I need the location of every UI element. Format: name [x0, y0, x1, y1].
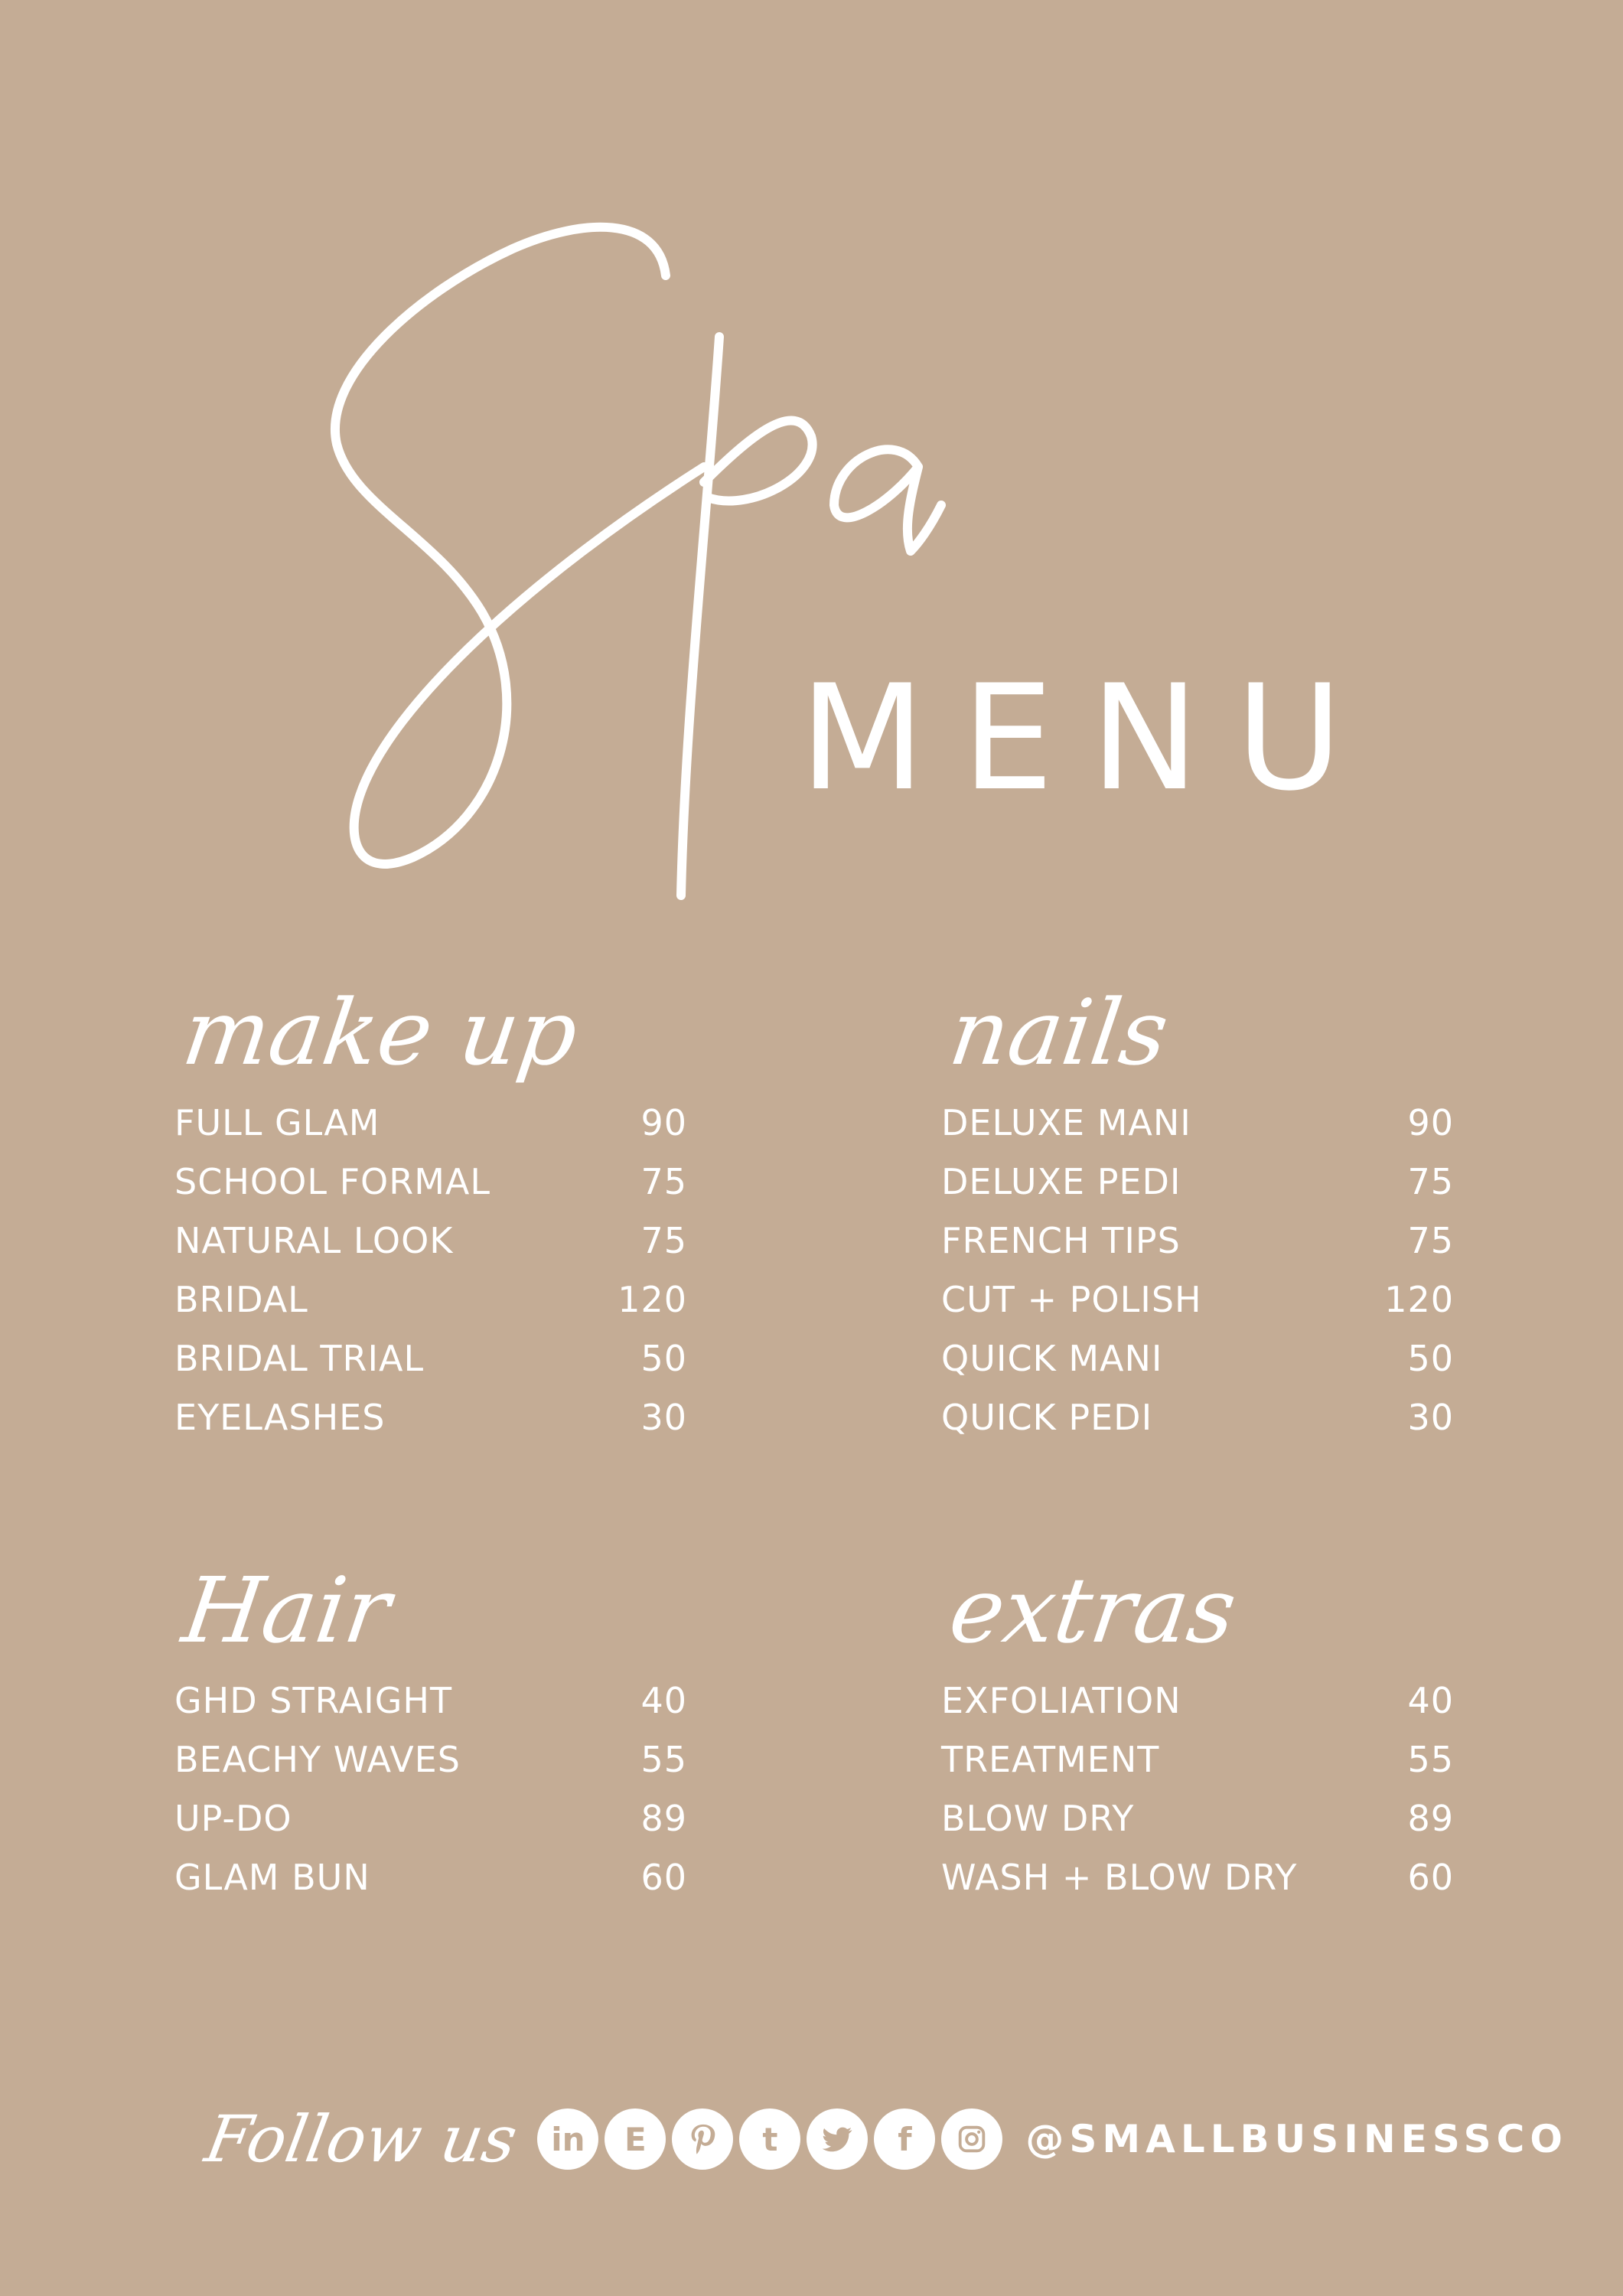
- social-handle[interactable]: @SMALLBUSINESSCO: [1025, 2117, 1568, 2161]
- item-name: DELUXE MANI: [941, 1102, 1191, 1143]
- item-name: FRENCH TIPS: [941, 1220, 1181, 1261]
- makeup-heading: make up: [177, 980, 585, 1085]
- item-name: BLOW DRY: [941, 1798, 1135, 1839]
- menu-item: [174, 1102, 687, 1161]
- svg-text:Spa: Spa: [306, 174, 328, 187]
- item-price: 75: [640, 1220, 687, 1261]
- item-name: GLAM BUN: [174, 1857, 370, 1898]
- follow-us-label: Follow us: [200, 2102, 523, 2177]
- item-name: UP-DO: [174, 1798, 292, 1839]
- item-price: 30: [1407, 1397, 1454, 1438]
- menu-item: [941, 1680, 1454, 1739]
- nails-section: [941, 980, 1454, 1456]
- menu-item: [941, 1161, 1454, 1220]
- item-name: FULL GLAM: [174, 1102, 380, 1143]
- item-price: 90: [1407, 1102, 1454, 1143]
- menu-item: [174, 1220, 687, 1279]
- menu-item: [174, 1161, 687, 1220]
- menu-item: [941, 1739, 1454, 1798]
- linkedin-icon[interactable]: in: [537, 2108, 598, 2170]
- menu-item: [941, 1798, 1454, 1857]
- menu-item: [941, 1279, 1454, 1338]
- extras-list: [941, 1680, 1454, 1916]
- item-price: 40: [1407, 1680, 1454, 1721]
- item-price: 90: [640, 1102, 687, 1143]
- hair-heading: Hair: [177, 1557, 396, 1663]
- item-price: 55: [640, 1739, 687, 1780]
- item-price: 89: [640, 1798, 687, 1839]
- menu-item: [941, 1102, 1454, 1161]
- menu-item: [174, 1798, 687, 1857]
- menu-item: [174, 1279, 687, 1338]
- menu-item: [941, 1338, 1454, 1397]
- hair-section: [174, 1557, 687, 1916]
- menu-item: [174, 1857, 687, 1916]
- twitter-icon[interactable]: [807, 2108, 868, 2170]
- social-icons: [537, 2108, 1009, 2170]
- item-name: BRIDAL: [174, 1279, 308, 1320]
- makeup-list: [174, 1102, 687, 1456]
- menu-item: [174, 1680, 687, 1739]
- item-name: QUICK MANI: [941, 1338, 1163, 1379]
- menu-item: [174, 1397, 687, 1456]
- item-price: 50: [1407, 1338, 1454, 1379]
- extras-section: [941, 1557, 1454, 1916]
- item-name: SCHOOL FORMAL: [174, 1161, 490, 1202]
- social-footer: [200, 2082, 1568, 2197]
- item-name: GHD STRAIGHT: [174, 1680, 453, 1721]
- menu-item: [174, 1739, 687, 1798]
- item-price: 89: [1407, 1798, 1454, 1839]
- item-price: 30: [640, 1397, 687, 1438]
- item-price: 55: [1407, 1739, 1454, 1780]
- menu-title-word: MENU: [800, 654, 1380, 823]
- item-name: NATURAL LOOK: [174, 1220, 454, 1261]
- item-name: BRIDAL TRIAL: [174, 1338, 425, 1379]
- item-price: 60: [1407, 1857, 1454, 1898]
- menu-item: [941, 1397, 1454, 1456]
- menu-item: [941, 1220, 1454, 1279]
- item-name: CUT + POLISH: [941, 1279, 1202, 1320]
- item-price: 75: [1407, 1220, 1454, 1261]
- makeup-section: [174, 980, 687, 1456]
- item-price: 75: [640, 1161, 687, 1202]
- extras-heading: extras: [943, 1557, 1243, 1663]
- item-name: QUICK PEDI: [941, 1397, 1153, 1438]
- item-price: 60: [640, 1857, 687, 1898]
- tumblr-icon[interactable]: t: [739, 2108, 800, 2170]
- item-name: BEACHY WAVES: [174, 1739, 461, 1780]
- facebook-icon[interactable]: f: [874, 2108, 935, 2170]
- item-name: EYELASHES: [174, 1397, 386, 1438]
- item-price: 120: [1384, 1279, 1454, 1320]
- nails-list: [941, 1102, 1454, 1456]
- nails-heading: nails: [943, 980, 1175, 1085]
- item-price: 120: [618, 1279, 687, 1320]
- etsy-icon[interactable]: E: [605, 2108, 666, 2170]
- menu-item: [941, 1857, 1454, 1916]
- item-name: EXFOLIATION: [941, 1680, 1181, 1721]
- item-name: TREATMENT: [941, 1739, 1160, 1780]
- instagram-icon[interactable]: [941, 2108, 1002, 2170]
- item-name: DELUXE PEDI: [941, 1161, 1181, 1202]
- pinterest-icon[interactable]: [672, 2108, 733, 2170]
- item-price: 50: [640, 1338, 687, 1379]
- hair-list: [174, 1680, 687, 1916]
- item-price: 75: [1407, 1161, 1454, 1202]
- spa-script-title: [306, 174, 995, 949]
- item-name: WASH + BLOW DRY: [941, 1857, 1298, 1898]
- item-price: 40: [640, 1680, 687, 1721]
- menu-item: [174, 1338, 687, 1397]
- spa-script-lettering: [306, 174, 995, 949]
